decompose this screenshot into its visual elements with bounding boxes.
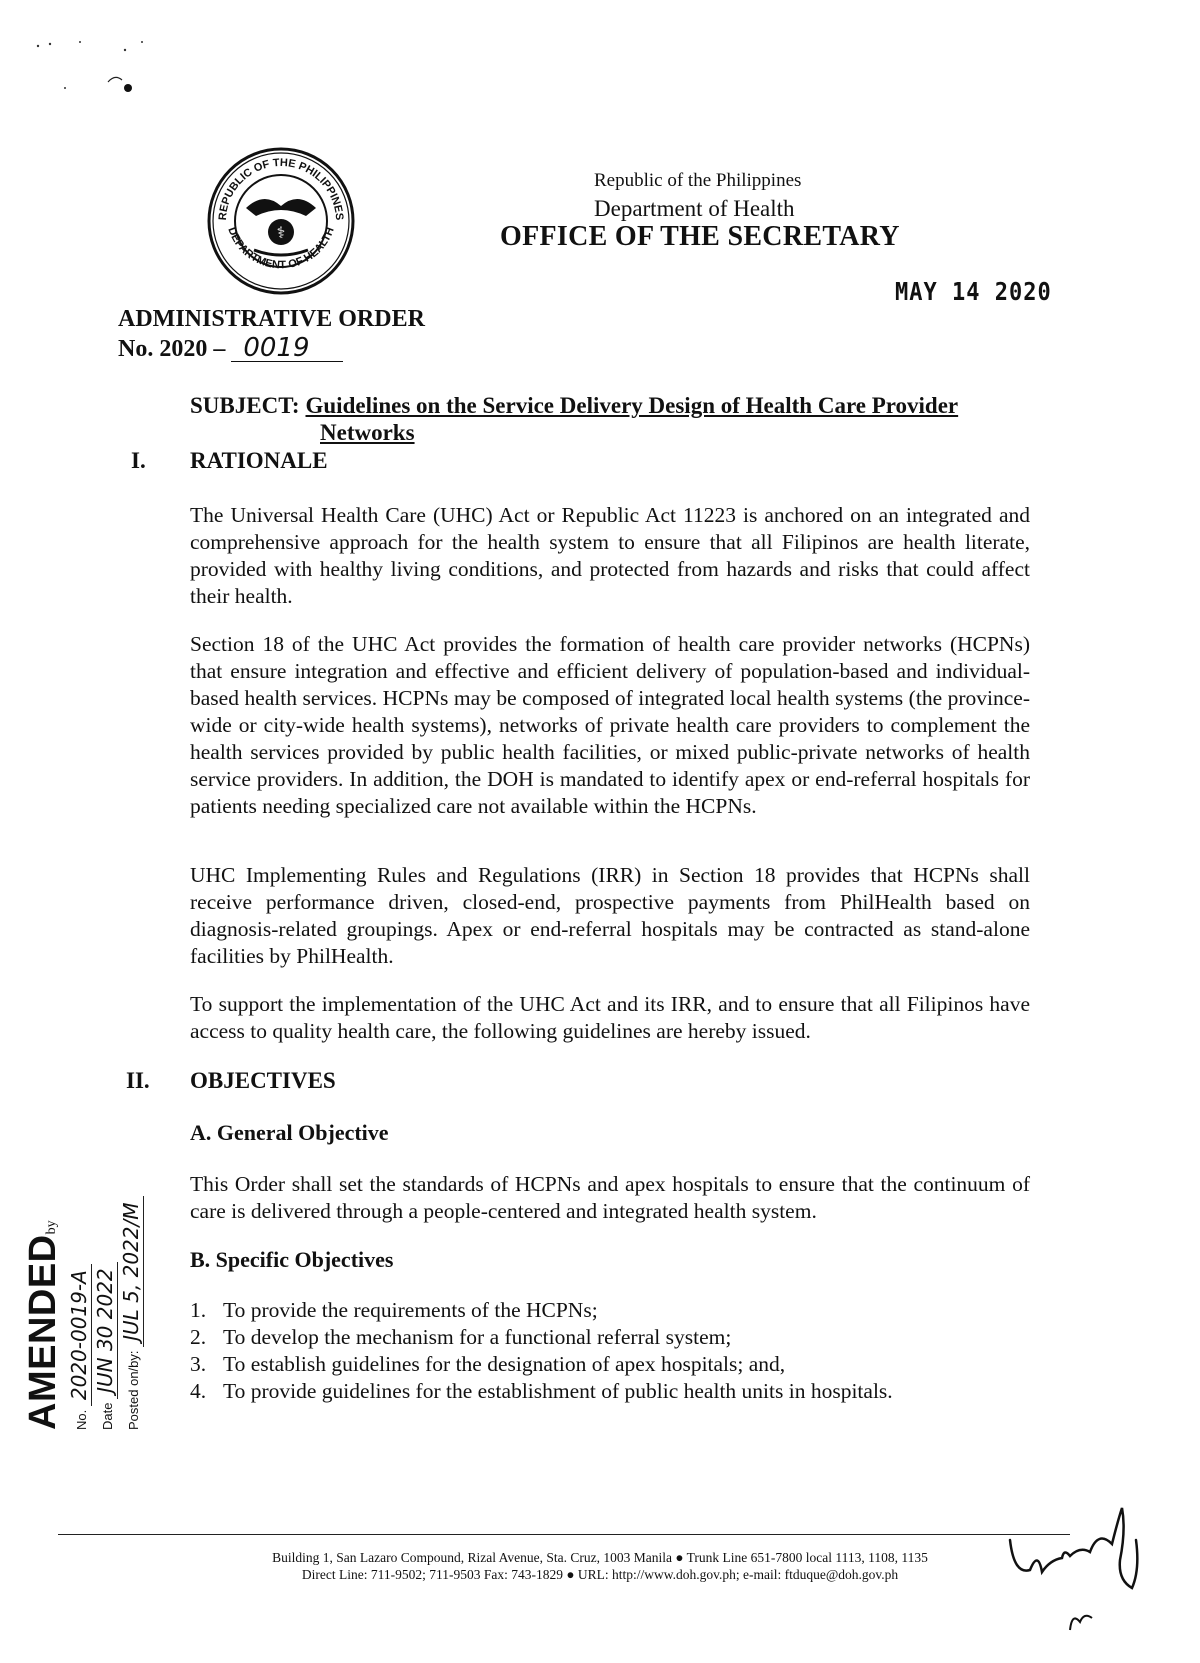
footer-address: Building 1, San Lazaro Compound, Rizal Avenue, Sta. Cruz, 1003 Manila ● Trunk Line 651-7800 local 1113, 1108, 1135 xyxy=(272,1550,928,1565)
signature-icon xyxy=(1000,1500,1170,1650)
list-item: 4. To provide guidelines for the establishment of public health units in hospitals. xyxy=(190,1379,893,1403)
subject-text-line2: Networks xyxy=(320,420,415,445)
order-number-prefix: No. 2020 – xyxy=(118,336,226,362)
subject-line xyxy=(190,393,958,419)
paragraph: To support the implementation of the UHC Act and its IRR, and to ensure that all Filipinos have access to quality health care, the following guidelines are hereby issued. xyxy=(190,992,1030,1043)
list-item: 1. To provide the requirements of the HCPNs; xyxy=(190,1298,598,1322)
subsection-heading: B. Specific Objectives xyxy=(190,1247,394,1272)
paragraph: The Universal Health Care (UHC) Act or Republic Act 11223 is anchored on an integrated and comprehensive approach for the health system to ensure that all Filipinos are health literate, provided with healthy living conditions, and protected from hazards and risks that could affect their health. xyxy=(190,503,1030,608)
scan-marks xyxy=(30,30,170,100)
section-number: I. xyxy=(131,448,146,473)
footer-contact: Direct Line: 711-9502; 711-9503 Fax: 743-1829 ● URL: http://www.doh.gov.ph; e-mail: ftduque@doh.gov.ph xyxy=(301,1567,899,1582)
date-stamp: MAY 14 2020 xyxy=(895,278,1052,307)
seal-top-text: REPUBLIC OF THE PHILIPPINES xyxy=(216,156,346,221)
order-number-handwritten: 0019 xyxy=(231,335,343,362)
order-title: ADMINISTRATIVE ORDER xyxy=(118,306,425,332)
office-heading: OFFICE OF THE SECRETARY xyxy=(500,221,900,252)
paragraph: UHC Implementing Rules and Regulations (IRR) in Section 18 provides that HCPNs shall receive performance driven, closed-end, prospective payments from PhilHealth based on diagnosis-related groupings. Apex or end-referral hospitals may be contracted as stand-alone facilities by PhilHealth. xyxy=(190,863,1030,968)
subject-text-line1: Guidelines on the Service Delivery Design of Health Care Provider xyxy=(305,393,959,418)
stamp-posted-row: Posted on/by: JUL 5, 2022/M xyxy=(119,1197,143,1431)
order-number xyxy=(118,335,343,363)
paragraph: Section 18 of the UHC Act provides the formation of health care provider networks (HCPNs) that ensure integration and effective and efficient delivery of population-based and individual-based health services. HCPNs may be composed of integrated local health systems (the province-wide or city-wide health systems), networks of private health care providers to complement the health services provided by public health facilities, or mixed public-private networks of health service providers. In addition, the DOH is mandated to identify apex or end-referral hospitals for patients needing specialized care not available within the HCPNs. xyxy=(190,632,1030,818)
section-title: OBJECTIVES xyxy=(190,1068,336,1093)
seal-bottom-text: DEPARTMENT OF HEALTH xyxy=(225,225,337,272)
footer-divider xyxy=(58,1534,1070,1535)
paragraph: This Order shall set the standards of HCPNs and apex hospitals to ensure that the continuum of care is delivered through a people-centered and integrated health system. xyxy=(190,1172,1030,1223)
svg-text:⚕: ⚕ xyxy=(276,223,286,242)
list-item: 3. To establish guidelines for the designation of apex hospitals; and, xyxy=(190,1352,786,1376)
department-heading: Department of Health xyxy=(594,196,795,221)
section-number: II. xyxy=(126,1068,150,1093)
subject-label: SUBJECT: xyxy=(190,393,300,418)
republic-heading: Republic of the Philippines xyxy=(594,170,802,191)
subsection-heading: A. General Objective xyxy=(190,1120,389,1145)
specific-objectives-list xyxy=(190,1297,893,1405)
stamp-date-row: Date JUN 30 2022 xyxy=(93,1197,117,1431)
doh-seal-icon xyxy=(206,146,356,296)
amended-stamp: AMENDEDby No. 2020-0019-A Date JUN 30 2022 Posted on/by: JUL 5, 2022/M xyxy=(22,1197,143,1431)
stamp-word: AMENDED xyxy=(22,1234,64,1430)
list-item: 2. To develop the mechanism for a functional referral system; xyxy=(190,1325,732,1349)
section-title: RATIONALE xyxy=(190,448,328,473)
stamp-number-row: No. 2020-0019-A xyxy=(67,1197,91,1431)
